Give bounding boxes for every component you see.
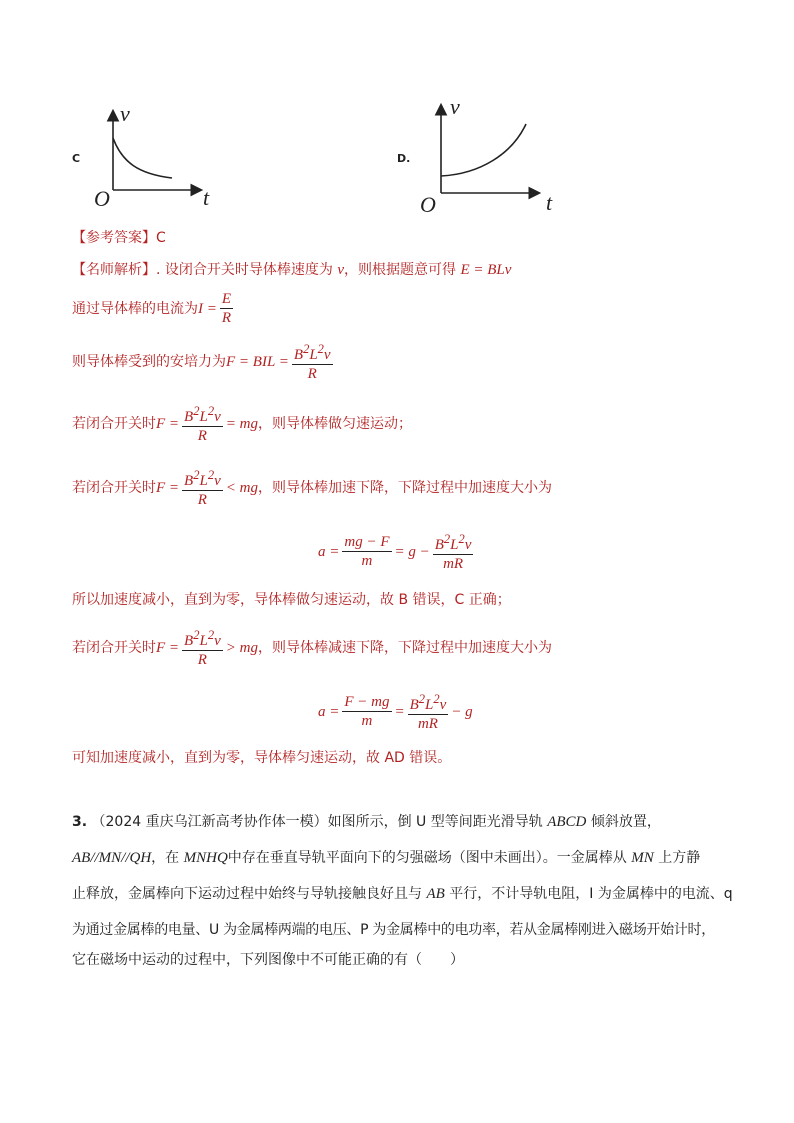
- var-v: v: [337, 262, 345, 278]
- analysis-line-1: [72, 260, 511, 280]
- question-text-2b: 中存在垂直导轨平面向下的匀强磁场（图中未画出）。一金属棒从: [227, 850, 627, 866]
- option-d-label: D.: [397, 152, 411, 165]
- case2-pre: 若闭合开关时: [72, 479, 156, 496]
- graph-d-curve: [441, 124, 526, 176]
- question-text-3: 止释放，金属棒向下运动过程中始终与导轨接触良好且与: [72, 886, 422, 902]
- analysis-case-1: [72, 402, 412, 445]
- case2-post: ，则导体棒加速下降，下降过程中加速度大小为: [257, 479, 552, 496]
- analysis-line-2: [72, 290, 236, 327]
- eq-case1: F = $\frac{B^2L^2v}{R}$ = mg: [156, 404, 258, 444]
- rail-abcd: ABCD: [547, 814, 587, 830]
- case1-pre: 若闭合开关时: [72, 415, 156, 432]
- graph-c-v-label: v: [120, 101, 130, 126]
- question-text-2a: ，在: [151, 850, 180, 866]
- question-text-1b: 倾斜放置，: [590, 814, 661, 830]
- question-number: 3.: [72, 814, 88, 830]
- graph-c-t-label: t: [203, 185, 210, 210]
- graph-d-v-label: v: [450, 94, 460, 119]
- analysis-head: 【名师解析】: [72, 262, 156, 278]
- question-3-line-5: 它在磁场中运动的过程中，下列图像中不可能正确的有（ ）: [72, 952, 464, 968]
- analysis-conclusion-2: 可知加速度减小，直到为零，导体棒匀速运动，故 AD 错误。: [72, 750, 452, 766]
- eq-ampere-force: F = BIL = $\frac{B^2L^2v}{R}$: [226, 342, 331, 382]
- eq-case2: F = $\frac{B^2L^2v}{R}$ < mg: [156, 468, 258, 508]
- question-3-line-3: [72, 884, 733, 904]
- answer-label: 【参考答案】: [72, 230, 156, 246]
- analysis-case-2: [72, 466, 552, 509]
- analysis-text-1: . 设闭合开关时导体棒速度为: [156, 262, 333, 278]
- analysis-text-1b: ，则根据题意可得: [344, 262, 457, 278]
- analysis-text-3: 则导体棒受到的安培力为: [72, 353, 226, 370]
- question-text-3b: 平行，不计导轨电阻，I 为金属棒中的电流、q: [449, 886, 733, 902]
- question-3-line-1: [72, 812, 661, 832]
- reference-answer: [72, 228, 166, 248]
- analysis-text-2: 通过导体棒的电流为: [72, 300, 198, 317]
- line-mn: MN: [631, 850, 654, 866]
- question-3-line-4: 为通过金属棒的电量、U 为金属棒两端的电压、P 为金属棒中的电功率，若从金属棒刚进入磁场开始计时，: [72, 922, 715, 938]
- option-c-label: C: [72, 152, 81, 165]
- case3-post: ，则导体棒减速下降，下降过程中加速度大小为: [257, 639, 552, 656]
- line-ab: AB: [426, 886, 445, 902]
- eq-accel-2: a = $\frac{F - mg}{m}$ = $\frac{B^2L^2v}{mR}$ − g: [318, 692, 473, 732]
- graph-c-origin-label: O: [94, 186, 110, 211]
- eq-accel-1: a = $\frac{mg - F}{m}$ = g − $\frac{B^2L^2v}{mR}$: [318, 532, 472, 572]
- question-3-line-2: [72, 848, 700, 868]
- case1-post: ，则导体棒做匀速运动；: [257, 415, 412, 432]
- analysis-line-3: [72, 340, 336, 383]
- parallel-relation: AB//MN//QH: [72, 850, 152, 866]
- region-mnhq: MNHQ: [183, 850, 228, 866]
- graph-d-origin-label: O: [420, 192, 436, 217]
- graph-c-curve: [113, 138, 172, 178]
- graph-d-t-label: t: [546, 190, 553, 215]
- eq-current: I = $\frac{E}{R}$: [198, 291, 232, 326]
- analysis-case-3: [72, 626, 552, 669]
- question-text-2c: 上方静: [658, 850, 701, 866]
- question-source: （2024 重庆乌江新高考协作体一模）: [91, 814, 328, 830]
- question-text-1: 如图所示，倒 U 型等间距光滑导轨: [327, 814, 543, 830]
- answer-value: C: [156, 230, 166, 246]
- eq-emf: E = BLv: [460, 262, 512, 278]
- analysis-conclusion-1: 所以加速度减小，直到为零，导体棒做匀速运动，故 B 错误，C 正确；: [72, 592, 511, 608]
- eq-case3: F = $\frac{B^2L^2v}{R}$ > mg: [156, 628, 258, 668]
- case3-pre: 若闭合开关时: [72, 639, 156, 656]
